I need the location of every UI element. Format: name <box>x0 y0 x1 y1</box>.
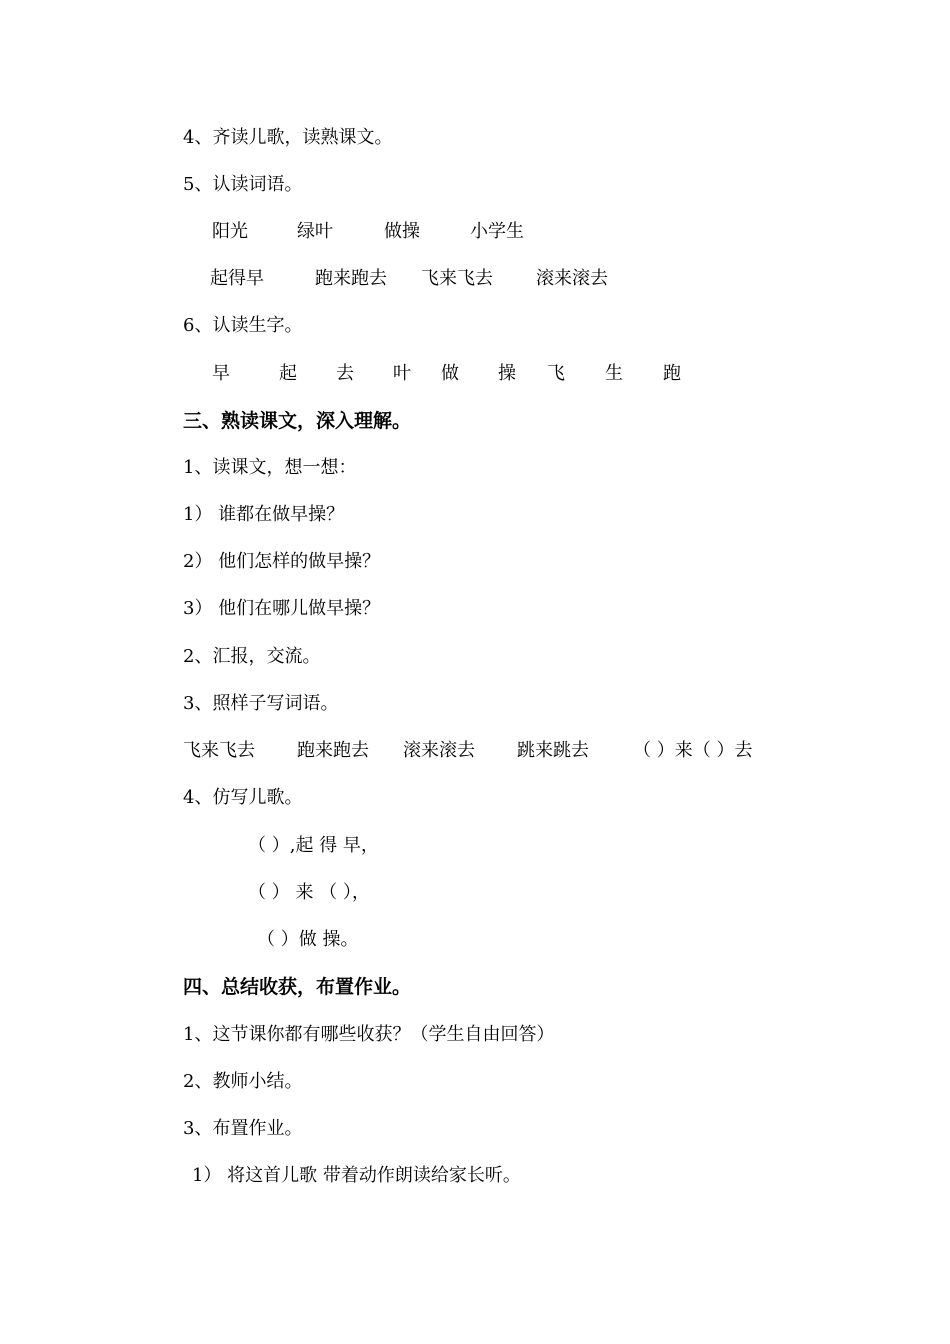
homework-1: 1） 将这首儿歌 带着动作朗读给家长听。 <box>192 1165 521 1186</box>
word: 飞来飞去 <box>421 268 493 289</box>
example-word: 跳来跳去 <box>517 740 589 761</box>
step-4-read-aloud: 4、齐读儿歌，读熟课文。 <box>183 127 393 148</box>
poem-line-2: （ ） 来 （ ）， <box>248 882 370 903</box>
task-1-think: 1、读课文，想一想： <box>183 457 357 478</box>
question-2: 2） 他们怎样的做早操？ <box>183 551 381 572</box>
poem-line-3: （ ）做 操。 <box>257 929 359 950</box>
word: 绿叶 <box>297 221 333 242</box>
task-4-imitate-poem: 4、仿写儿歌。 <box>183 787 303 808</box>
character: 叶 <box>393 363 411 384</box>
word: 跑来跑去 <box>315 268 387 289</box>
step-6-read-characters: 6、认读生字。 <box>183 315 303 336</box>
question-1: 1） 谁都在做早操？ <box>183 504 345 525</box>
word: 起得早 <box>210 268 264 289</box>
character: 早 <box>212 363 230 384</box>
review-3: 3、布置作业。 <box>183 1118 303 1139</box>
example-word: 飞来飞去 <box>183 740 255 761</box>
character: 飞 <box>547 363 565 384</box>
character: 操 <box>498 363 516 384</box>
character: 做 <box>441 363 459 384</box>
section-4-heading: 四、总结收获，布置作业。 <box>183 976 412 998</box>
review-1: 1、这节课你都有哪些收获？（学生自由回答） <box>183 1024 555 1045</box>
character: 跑 <box>663 363 681 384</box>
word: 滚来滚去 <box>536 268 608 289</box>
word: 阳光 <box>212 221 248 242</box>
character: 起 <box>279 363 297 384</box>
character: 去 <box>336 363 354 384</box>
example-word: 滚来滚去 <box>403 740 475 761</box>
section-3-heading: 三、熟读课文，深入理解。 <box>183 410 412 432</box>
word: 做操 <box>384 221 420 242</box>
word: 小学生 <box>470 221 524 242</box>
review-2: 2、教师小结。 <box>183 1071 303 1092</box>
example-word: 跑来跑去 <box>297 740 369 761</box>
fill-blank-pattern: （ ）来（ ）去 <box>633 740 753 761</box>
question-3: 3） 他们在哪儿做早操？ <box>183 598 381 619</box>
character: 生 <box>605 363 623 384</box>
task-2-report: 2、汇报，交流。 <box>183 646 321 667</box>
poem-line-1: （ ）,起 得 早， <box>248 835 379 856</box>
step-5-read-words: 5、认读词语。 <box>183 174 303 195</box>
task-3-write-words: 3、照样子写词语。 <box>183 693 339 714</box>
